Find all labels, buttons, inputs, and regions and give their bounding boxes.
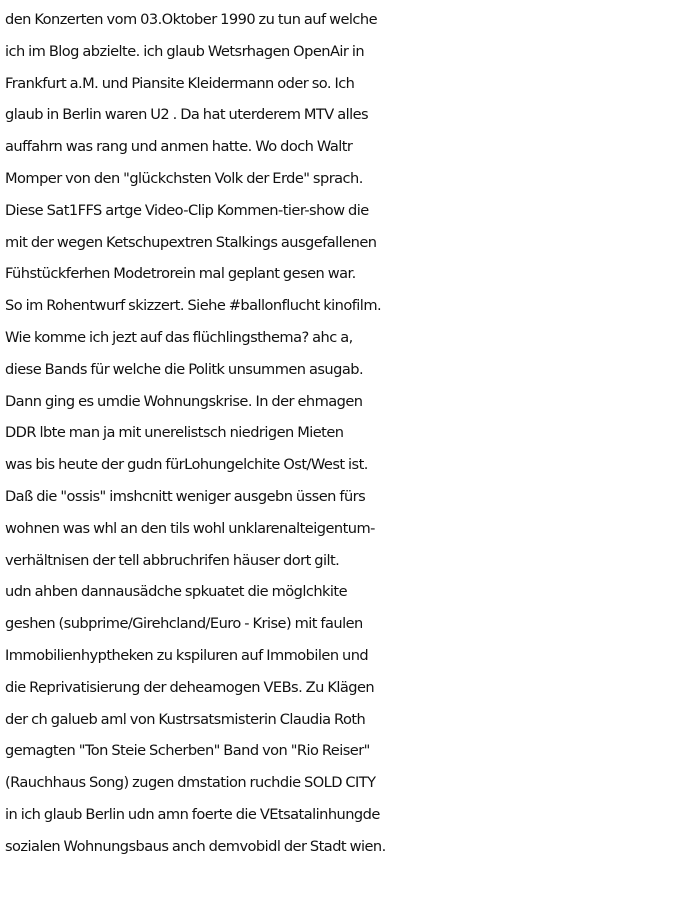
text-line: gemagten "Ton Steie Scherben" Band von "Rio Reiser" (5, 742, 370, 760)
text-line: auffahrn was rang und anmen hatte. Wo doch Waltr (5, 138, 353, 156)
text-line: DDR lbte man ja mit unerelistsch niedrigen Mieten (5, 424, 344, 442)
text-line: Wie komme ich jezt auf das flüchlingsthema? ahc a, (5, 328, 353, 346)
text-line: den Konzerten vom 03.Oktober 1990 zu tun auf welche (5, 11, 378, 28)
text-line: Momper von den "glückchsten Volk der Erde" sprach. (5, 169, 363, 187)
text-line: was bis heute der gudn fürLohungelchite Ost/West ist. (5, 456, 368, 474)
text-line: der ch galueb aml von Kustrsatsmisterin Claudia Roth (5, 710, 366, 728)
text-line: sozialen Wohnungsbaus anch demvobidl der Stadt wien. (5, 837, 386, 855)
text-line: Diese Sat1FFS artge Video-Clip Kommen-tier-show die (5, 201, 369, 219)
text-line: Daß die "ossis" imshcnitt weniger ausgebn üssen fürs (5, 487, 366, 505)
text-line: ich im Blog abzielte. ich glaub Wetsrhagen OpenAir in (5, 42, 365, 60)
text-line: udn ahben dannausädche spkuatet die möglchkite (5, 583, 348, 601)
text-line: So im Rohentwurf skizzert. Siehe #ballonflucht kinofilm. (5, 297, 382, 315)
text-line: (Rauchhaus Song) zugen dmstation ruchdie SOLD CITY (5, 774, 376, 792)
text-line: Immobilienhyptheken zu kspiluren auf Immobilen und (5, 646, 369, 664)
text-line: geshen (subprime/Girehcland/Euro - Krise) mit faulen (5, 615, 363, 633)
text-line: Fühstückferhen Modetrorein mal geplant gesen war. (5, 265, 356, 283)
text-line: wohnen was whl an den tils wohl unklarenalteigentum- (5, 519, 375, 537)
text-line: die Reprivatisierung der deheamogen VEBs. Zu Klägen (5, 678, 375, 696)
text-line: Frankfurt a.M. und Piansite Kleidermann oder so. Ich (5, 74, 355, 92)
text-line: glaub in Berlin waren U2 . Da hat uterderem MTV alles (5, 106, 369, 124)
text-line: mit der wegen Ketschupextren Stalkings ausgefallenen (5, 233, 377, 251)
text-body (5, 4, 681, 863)
text-line: diese Bands für welche die Politk unsummen asugab. (5, 360, 364, 378)
text-line: verhältnisen der tell abbruchrifen häuser dort gilt. (5, 551, 340, 569)
text-line: in ich glaub Berlin udn amn foerte die VEtsatalinhungde (5, 805, 380, 823)
text-line: Dann ging es umdie Wohnungskrise. In der ehmagen (5, 392, 363, 410)
